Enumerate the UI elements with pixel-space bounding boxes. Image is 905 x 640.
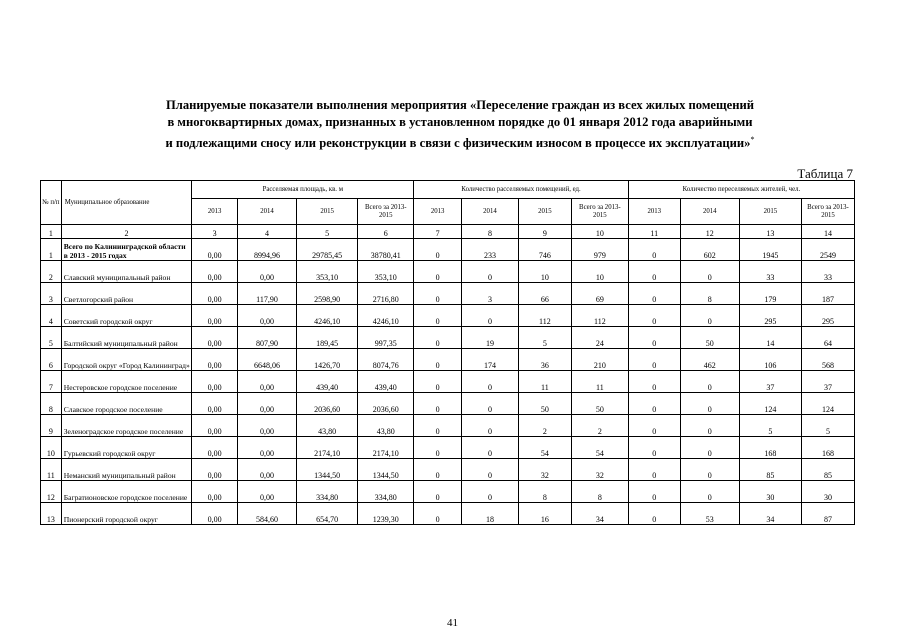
rooms-2013: 0: [414, 481, 462, 503]
table-row: [41, 459, 855, 481]
rooms-2015: 36: [518, 349, 571, 371]
row-number: 11: [41, 459, 62, 481]
rooms-total: 32: [571, 459, 628, 481]
header-municipality: Муниципальное образование: [61, 181, 192, 225]
column-number-cell: 12: [680, 225, 739, 239]
residents-2014: 50: [680, 327, 739, 349]
column-number-cell: 9: [518, 225, 571, 239]
area-2014: 0,00: [237, 305, 296, 327]
rooms-2014: 233: [461, 239, 518, 261]
column-number-cell: 10: [571, 225, 628, 239]
municipality-name: Зеленоградское городское поселение: [61, 415, 192, 437]
table-row: [41, 305, 855, 327]
rooms-2014: 18: [461, 503, 518, 525]
page-number: 41: [447, 617, 458, 629]
area-2013: 0,00: [192, 305, 238, 327]
area-2015: 439,40: [297, 371, 358, 393]
rooms-total: 50: [571, 393, 628, 415]
area-total: 353,10: [358, 261, 414, 283]
residents-total: 2549: [801, 239, 854, 261]
municipality-name: Славское городское поселение: [61, 393, 192, 415]
residents-2014: 462: [680, 349, 739, 371]
table-row: [41, 371, 855, 393]
municipality-name: Городской округ «Город Калининград»: [61, 349, 192, 371]
column-number-cell: 3: [192, 225, 238, 239]
residents-total: 64: [801, 327, 854, 349]
header-rooms-2014: 2014: [461, 199, 518, 225]
residents-2015: 30: [739, 481, 801, 503]
municipality-name: Балтийский муниципальный район: [61, 327, 192, 349]
data-table: [40, 180, 855, 525]
residents-total: 187: [801, 283, 854, 305]
table-row: [41, 261, 855, 283]
rooms-2015: 54: [518, 437, 571, 459]
municipality-name: Пионерский городской округ: [61, 503, 192, 525]
rooms-2014: 19: [461, 327, 518, 349]
rooms-2015: 112: [518, 305, 571, 327]
title-line-3: [100, 131, 820, 152]
residents-2014: 0: [680, 393, 739, 415]
residents-2013: 0: [628, 371, 680, 393]
rooms-2013: 0: [414, 327, 462, 349]
residents-2013: 0: [628, 415, 680, 437]
residents-2015: 295: [739, 305, 801, 327]
rooms-2013: 0: [414, 349, 462, 371]
rooms-total: 8: [571, 481, 628, 503]
area-total: 997,35: [358, 327, 414, 349]
municipality-name: Нестеровское городское поселение: [61, 371, 192, 393]
municipality-name: Гурьевский городской округ: [61, 437, 192, 459]
rooms-2013: 0: [414, 415, 462, 437]
area-2014: 0,00: [237, 261, 296, 283]
area-2013: 0,00: [192, 261, 238, 283]
residents-2014: 53: [680, 503, 739, 525]
area-2015: 654,70: [297, 503, 358, 525]
area-2015: 189,45: [297, 327, 358, 349]
municipality-name: Неманский муниципальный район: [61, 459, 192, 481]
footnote-mark: *: [750, 135, 755, 144]
header-rooms-2015: 2015: [518, 199, 571, 225]
area-2015: 353,10: [297, 261, 358, 283]
column-number-cell: 2: [61, 225, 192, 239]
row-number: 8: [41, 393, 62, 415]
rooms-2014: 0: [461, 437, 518, 459]
rooms-2015: 16: [518, 503, 571, 525]
row-number: 5: [41, 327, 62, 349]
residents-2015: 34: [739, 503, 801, 525]
area-2013: 0,00: [192, 283, 238, 305]
document-title: [100, 97, 820, 152]
area-2013: 0,00: [192, 393, 238, 415]
rooms-2015: 746: [518, 239, 571, 261]
rooms-2015: 2: [518, 415, 571, 437]
area-2013: 0,00: [192, 437, 238, 459]
table-row: [41, 327, 855, 349]
residents-2014: 602: [680, 239, 739, 261]
area-2015: 2598,90: [297, 283, 358, 305]
rooms-2013: 0: [414, 371, 462, 393]
residents-2014: 0: [680, 481, 739, 503]
residents-2014: 0: [680, 459, 739, 481]
area-2015: 1426,70: [297, 349, 358, 371]
area-total: 4246,10: [358, 305, 414, 327]
rooms-2013: 0: [414, 503, 462, 525]
residents-total: 295: [801, 305, 854, 327]
rooms-2013: 0: [414, 437, 462, 459]
residents-total: 568: [801, 349, 854, 371]
residents-2014: 0: [680, 305, 739, 327]
table-row: [41, 349, 855, 371]
rooms-2013: 0: [414, 393, 462, 415]
area-2013: 0,00: [192, 349, 238, 371]
rooms-total: 69: [571, 283, 628, 305]
title-line-3-text: и подлежащими сносу или реконструкции в связи с физическим износом в процессе их эксплуатации»: [165, 136, 751, 151]
residents-2015: 33: [739, 261, 801, 283]
column-number-row: [41, 225, 855, 239]
row-number: 1: [41, 239, 62, 261]
rooms-total: 11: [571, 371, 628, 393]
residents-2015: 1945: [739, 239, 801, 261]
rooms-2014: 0: [461, 415, 518, 437]
area-2014: 0,00: [237, 437, 296, 459]
area-total: 38780,41: [358, 239, 414, 261]
table-row: [41, 415, 855, 437]
area-2014: 0,00: [237, 481, 296, 503]
area-2013: 0,00: [192, 481, 238, 503]
rooms-2015: 66: [518, 283, 571, 305]
rooms-2013: 0: [414, 283, 462, 305]
area-total: 8074,76: [358, 349, 414, 371]
rooms-total: 24: [571, 327, 628, 349]
residents-2014: 0: [680, 415, 739, 437]
rooms-total: 2: [571, 415, 628, 437]
rooms-2015: 32: [518, 459, 571, 481]
rooms-2014: 0: [461, 371, 518, 393]
header-row-groups: [41, 181, 855, 199]
rooms-2015: 5: [518, 327, 571, 349]
area-2014: 0,00: [237, 393, 296, 415]
area-2015: 4246,10: [297, 305, 358, 327]
column-number-cell: 6: [358, 225, 414, 239]
table-row: [41, 503, 855, 525]
title-line-2: в многоквартирных домах, признанных в установленном порядке до 01 января 2012 года аварийными: [167, 115, 753, 129]
header-area-2015: 2015: [297, 199, 358, 225]
area-2013: 0,00: [192, 327, 238, 349]
column-number-cell: 4: [237, 225, 296, 239]
area-total: 43,80: [358, 415, 414, 437]
header-group-area: Расселяемая площадь, кв. м: [192, 181, 414, 199]
area-total: 2174,10: [358, 437, 414, 459]
header-residents-2015: 2015: [739, 199, 801, 225]
area-2014: 0,00: [237, 415, 296, 437]
area-2014: 8994,96: [237, 239, 296, 261]
rooms-2014: 0: [461, 261, 518, 283]
area-2015: 2174,10: [297, 437, 358, 459]
rooms-total: 54: [571, 437, 628, 459]
rooms-2014: 0: [461, 305, 518, 327]
table-label: Таблица 7: [797, 166, 853, 181]
header-rooms-total: Всего за 2013-2015: [571, 199, 628, 225]
residents-total: 30: [801, 481, 854, 503]
area-total: 1239,30: [358, 503, 414, 525]
rooms-total: 979: [571, 239, 628, 261]
area-2014: 0,00: [237, 459, 296, 481]
residents-total: 168: [801, 437, 854, 459]
area-total: 334,80: [358, 481, 414, 503]
rooms-total: 210: [571, 349, 628, 371]
row-number: 12: [41, 481, 62, 503]
residents-total: 85: [801, 459, 854, 481]
column-number-cell: 13: [739, 225, 801, 239]
area-2014: 117,90: [237, 283, 296, 305]
header-rooms-2013: 2013: [414, 199, 462, 225]
area-total: 439,40: [358, 371, 414, 393]
area-total: 2716,80: [358, 283, 414, 305]
rooms-2014: 3: [461, 283, 518, 305]
residents-2013: 0: [628, 481, 680, 503]
area-2013: 0,00: [192, 415, 238, 437]
residents-2015: 37: [739, 371, 801, 393]
area-2015: 2036,60: [297, 393, 358, 415]
residents-2014: 0: [680, 437, 739, 459]
header-group-residents: Количество переселяемых жителей, чел.: [628, 181, 854, 199]
header-residents-2013: 2013: [628, 199, 680, 225]
column-number-cell: 11: [628, 225, 680, 239]
residents-total: 124: [801, 393, 854, 415]
rooms-2015: 11: [518, 371, 571, 393]
residents-2015: 168: [739, 437, 801, 459]
table-row: [41, 393, 855, 415]
municipality-name: Багратионовское городское поселение: [61, 481, 192, 503]
residents-total: 5: [801, 415, 854, 437]
residents-2015: 14: [739, 327, 801, 349]
residents-2013: 0: [628, 327, 680, 349]
area-2013: 0,00: [192, 239, 238, 261]
area-2013: 0,00: [192, 503, 238, 525]
table-row: [41, 283, 855, 305]
header-area-total: Всего за 2013-2015: [358, 199, 414, 225]
residents-2014: 8: [680, 283, 739, 305]
residents-2013: 0: [628, 261, 680, 283]
municipality-name: Светлогорский район: [61, 283, 192, 305]
rooms-2014: 0: [461, 459, 518, 481]
residents-2013: 0: [628, 349, 680, 371]
header-area-2014: 2014: [237, 199, 296, 225]
residents-2013: 0: [628, 503, 680, 525]
row-number: 9: [41, 415, 62, 437]
row-number: 7: [41, 371, 62, 393]
column-number-cell: 7: [414, 225, 462, 239]
rooms-2013: 0: [414, 239, 462, 261]
area-2015: 43,80: [297, 415, 358, 437]
header-residents-total: Всего за 2013-2015: [801, 199, 854, 225]
header-residents-2014: 2014: [680, 199, 739, 225]
rooms-2013: 0: [414, 459, 462, 481]
title-line-1: Планируемые показатели выполнения мероприятия «Переселение граждан из всех жилых помещений: [165, 98, 754, 112]
residents-2013: 0: [628, 437, 680, 459]
residents-2015: 124: [739, 393, 801, 415]
residents-total: 87: [801, 503, 854, 525]
rooms-2013: 0: [414, 305, 462, 327]
row-number: 6: [41, 349, 62, 371]
residents-2015: 106: [739, 349, 801, 371]
residents-2015: 179: [739, 283, 801, 305]
residents-total: 37: [801, 371, 854, 393]
row-number: 4: [41, 305, 62, 327]
row-number: 13: [41, 503, 62, 525]
area-total: 2036,60: [358, 393, 414, 415]
residents-2015: 5: [739, 415, 801, 437]
header-group-rooms: Количество расселяемых помещений, ед.: [414, 181, 629, 199]
residents-2013: 0: [628, 459, 680, 481]
rooms-2013: 0: [414, 261, 462, 283]
rooms-total: 112: [571, 305, 628, 327]
column-number-cell: 1: [41, 225, 62, 239]
rooms-2015: 50: [518, 393, 571, 415]
area-total: 1344,50: [358, 459, 414, 481]
row-number: 2: [41, 261, 62, 283]
area-2014: 0,00: [237, 371, 296, 393]
residents-2013: 0: [628, 239, 680, 261]
municipality-name: Советский городской округ: [61, 305, 192, 327]
rooms-2015: 10: [518, 261, 571, 283]
rooms-2014: 174: [461, 349, 518, 371]
municipality-name: Всего по Калининградской области в 2013 - 2015 годах: [61, 239, 192, 261]
residents-2013: 0: [628, 305, 680, 327]
residents-2014: 0: [680, 371, 739, 393]
table-body: [41, 225, 855, 525]
column-number-cell: 8: [461, 225, 518, 239]
area-2014: 807,90: [237, 327, 296, 349]
area-2014: 584,60: [237, 503, 296, 525]
rooms-2014: 0: [461, 393, 518, 415]
table-row: [41, 437, 855, 459]
row-number: 10: [41, 437, 62, 459]
table-row: [41, 239, 855, 261]
area-2014: 6648,06: [237, 349, 296, 371]
residents-2014: 0: [680, 261, 739, 283]
column-number-cell: 14: [801, 225, 854, 239]
residents-2013: 0: [628, 393, 680, 415]
row-number: 3: [41, 283, 62, 305]
header-area-2013: 2013: [192, 199, 238, 225]
rooms-total: 10: [571, 261, 628, 283]
area-2013: 0,00: [192, 459, 238, 481]
header-num: № п/п: [41, 181, 62, 225]
rooms-2015: 8: [518, 481, 571, 503]
area-2015: 334,80: [297, 481, 358, 503]
rooms-total: 34: [571, 503, 628, 525]
column-number-cell: 5: [297, 225, 358, 239]
area-2015: 1344,50: [297, 459, 358, 481]
rooms-2014: 0: [461, 481, 518, 503]
area-2015: 29785,45: [297, 239, 358, 261]
residents-total: 33: [801, 261, 854, 283]
table-row: [41, 481, 855, 503]
residents-2013: 0: [628, 283, 680, 305]
residents-2015: 85: [739, 459, 801, 481]
municipality-name: Славский муниципальный район: [61, 261, 192, 283]
area-2013: 0,00: [192, 371, 238, 393]
